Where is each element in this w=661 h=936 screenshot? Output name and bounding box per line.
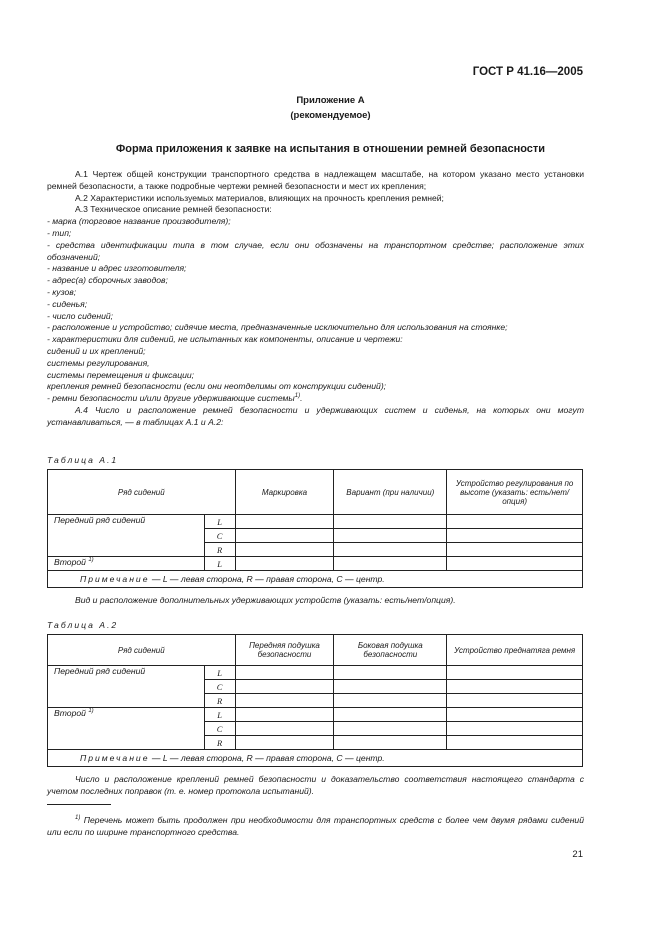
footnote-ref: 1) bbox=[75, 815, 81, 822]
table-header: Маркировка bbox=[235, 470, 334, 515]
footnote-text: Перечень может быть продолжен при необходимости для транспортных средств с более чем двумя рядами сидений или если по ширине транспортного средства. bbox=[47, 815, 584, 837]
table-header: Устройство регулирования по высоте (указать: есть/нет/опция) bbox=[447, 470, 583, 515]
footnote-ref: 1) bbox=[294, 393, 301, 400]
table-cell bbox=[334, 694, 447, 708]
table-header: Устройство преднатяга ремня bbox=[447, 635, 583, 666]
side-code: L bbox=[204, 708, 235, 722]
footnote-divider bbox=[47, 804, 111, 805]
table-cell bbox=[334, 722, 447, 736]
note-label: Примечание bbox=[80, 574, 150, 584]
paragraph-a3: А.3 Техническое описание ремней безопасности: bbox=[75, 204, 272, 215]
list-item: системы регулирования, bbox=[47, 357, 150, 368]
table-cell bbox=[447, 694, 583, 708]
paragraph-a1: А.1 Чертеж общей конструкции транспортного средства в надлежащем масштабе, на котором указано место установки ремней безопасности, а также подробные чертежи ремней безопасности и мест их крепления; bbox=[47, 169, 584, 191]
table1-caption: Таблица А.1 bbox=[47, 455, 119, 465]
table-cell bbox=[447, 543, 583, 557]
document-code: ГОСТ Р 41.16—2005 bbox=[472, 66, 583, 78]
list-item: - ремни безопасности и/или другие удерживающие системы$^{1)}$. bbox=[47, 393, 303, 404]
table-cell bbox=[235, 680, 334, 694]
list-item: - адрес(а) сборочных заводов; bbox=[47, 275, 168, 286]
list-item: - характеристики для сидений, не испытанных как компоненты, описание и чертежи: bbox=[47, 334, 403, 345]
table-header: Передняя подушка безопасности bbox=[235, 635, 334, 666]
table-cell bbox=[334, 736, 447, 750]
side-code: C bbox=[204, 529, 235, 543]
closing-text bbox=[47, 774, 584, 798]
table-header: Вариант (при наличии) bbox=[334, 470, 447, 515]
table-a2 bbox=[47, 634, 583, 767]
footnote-ref: 1) bbox=[88, 708, 94, 715]
table-cell bbox=[235, 722, 334, 736]
table-cell bbox=[235, 557, 334, 571]
row-label-second-text: Второй bbox=[54, 708, 86, 718]
table-cell bbox=[334, 680, 447, 694]
table-cell bbox=[334, 557, 447, 571]
table-cell bbox=[334, 666, 447, 680]
table-cell bbox=[447, 680, 583, 694]
table-cell bbox=[235, 694, 334, 708]
note-text: — L — левая сторона, R — правая сторона, С — центр. bbox=[151, 574, 385, 584]
list-item: - расположение и устройство; сидячие места, предназначенные исключительно для использования на стоянке; bbox=[47, 322, 508, 333]
table-cell bbox=[235, 666, 334, 680]
footnote bbox=[47, 815, 584, 839]
side-code: C bbox=[204, 722, 235, 736]
footnote-paragraph bbox=[47, 815, 584, 839]
side-code: R bbox=[204, 543, 235, 557]
side-code: R bbox=[204, 736, 235, 750]
table-a1 bbox=[47, 469, 583, 588]
table2-caption: Таблица А.2 bbox=[47, 620, 119, 630]
list-item: - марка (торговое название производителя); bbox=[47, 216, 231, 227]
table-header: Ряд сидений bbox=[48, 635, 236, 666]
paragraph-a4: А.4 Число и расположение ремней безопасности и удерживающих систем и сиденья, на которых они могут устанавливаться, — в таблицах А.1 и А.2: bbox=[47, 404, 584, 427]
form-title: Форма приложения к заявке на испытания в отношении ремней безопасности bbox=[115, 143, 546, 155]
row-label-second bbox=[48, 708, 205, 750]
table-cell bbox=[447, 736, 583, 750]
table-cell bbox=[447, 708, 583, 722]
list-item: крепления ремней безопасности (если они неотделимы от конструкции сидений); bbox=[47, 381, 387, 392]
row-label-second-text: Второй bbox=[54, 557, 86, 567]
footnote-ref: 1) bbox=[88, 557, 94, 564]
table-header: Боковая подушка безопасности bbox=[334, 635, 447, 666]
table-cell bbox=[235, 543, 334, 557]
table-cell bbox=[447, 557, 583, 571]
paragraph-a2: А.2 Характеристики используемых материалов, влияющих на прочность крепления ремней; bbox=[75, 192, 444, 203]
table-cell bbox=[235, 515, 334, 529]
list-item: сидений и их креплений; bbox=[47, 345, 146, 356]
list-item: - число сидений; bbox=[47, 310, 114, 321]
side-code: L bbox=[204, 666, 235, 680]
list-item: - сиденья; bbox=[47, 298, 88, 309]
table-cell bbox=[447, 722, 583, 736]
list-item: - название и адрес изготовителя; bbox=[47, 263, 187, 274]
note-label: Примечание bbox=[80, 753, 150, 763]
side-code: L bbox=[204, 515, 235, 529]
table-note bbox=[48, 750, 583, 767]
side-code: C bbox=[204, 680, 235, 694]
list-item: системы перемещения и фиксации; bbox=[47, 369, 195, 380]
body-text bbox=[47, 169, 584, 429]
table-cell bbox=[235, 529, 334, 543]
list-item: - тип; bbox=[47, 227, 72, 238]
row-label-front: Передний ряд сидений bbox=[48, 515, 205, 557]
table-cell bbox=[447, 529, 583, 543]
table-cell bbox=[235, 708, 334, 722]
list-item: - кузов; bbox=[47, 286, 77, 297]
table-cell bbox=[334, 515, 447, 529]
side-code: L bbox=[204, 557, 235, 571]
list-item: - средства идентификации типа в том случае, если они обозначены на транспортном средстве; расположение этих обозначений; bbox=[47, 239, 584, 262]
between-text: Вид и расположение дополнительных удерживающих устройств (указать: есть/нет/опция). bbox=[75, 595, 456, 605]
page-number: 21 bbox=[572, 849, 583, 860]
table-cell bbox=[235, 736, 334, 750]
appendix-subtitle: (рекомендуемое) bbox=[290, 110, 371, 121]
table-header: Ряд сидений bbox=[48, 470, 236, 515]
table-note bbox=[48, 571, 583, 588]
row-label-second bbox=[48, 557, 205, 571]
note-text: — L — левая сторона, R — правая сторона, С — центр. bbox=[151, 753, 385, 763]
table-cell bbox=[334, 543, 447, 557]
table-cell bbox=[447, 666, 583, 680]
table-cell bbox=[334, 529, 447, 543]
table-cell bbox=[334, 708, 447, 722]
list-item-text: - ремни безопасности и/или другие удерживающие системы bbox=[47, 393, 295, 404]
row-label-front: Передний ряд сидений bbox=[48, 666, 205, 708]
side-code: R bbox=[204, 694, 235, 708]
closing-paragraph: Число и расположение креплений ремней безопасности и доказательство соответствия настоящего стандарта с учетом последних поправок (т. е. номер протокола испытаний). bbox=[47, 774, 584, 796]
appendix-title: Приложение А bbox=[296, 95, 365, 106]
table-cell bbox=[447, 515, 583, 529]
